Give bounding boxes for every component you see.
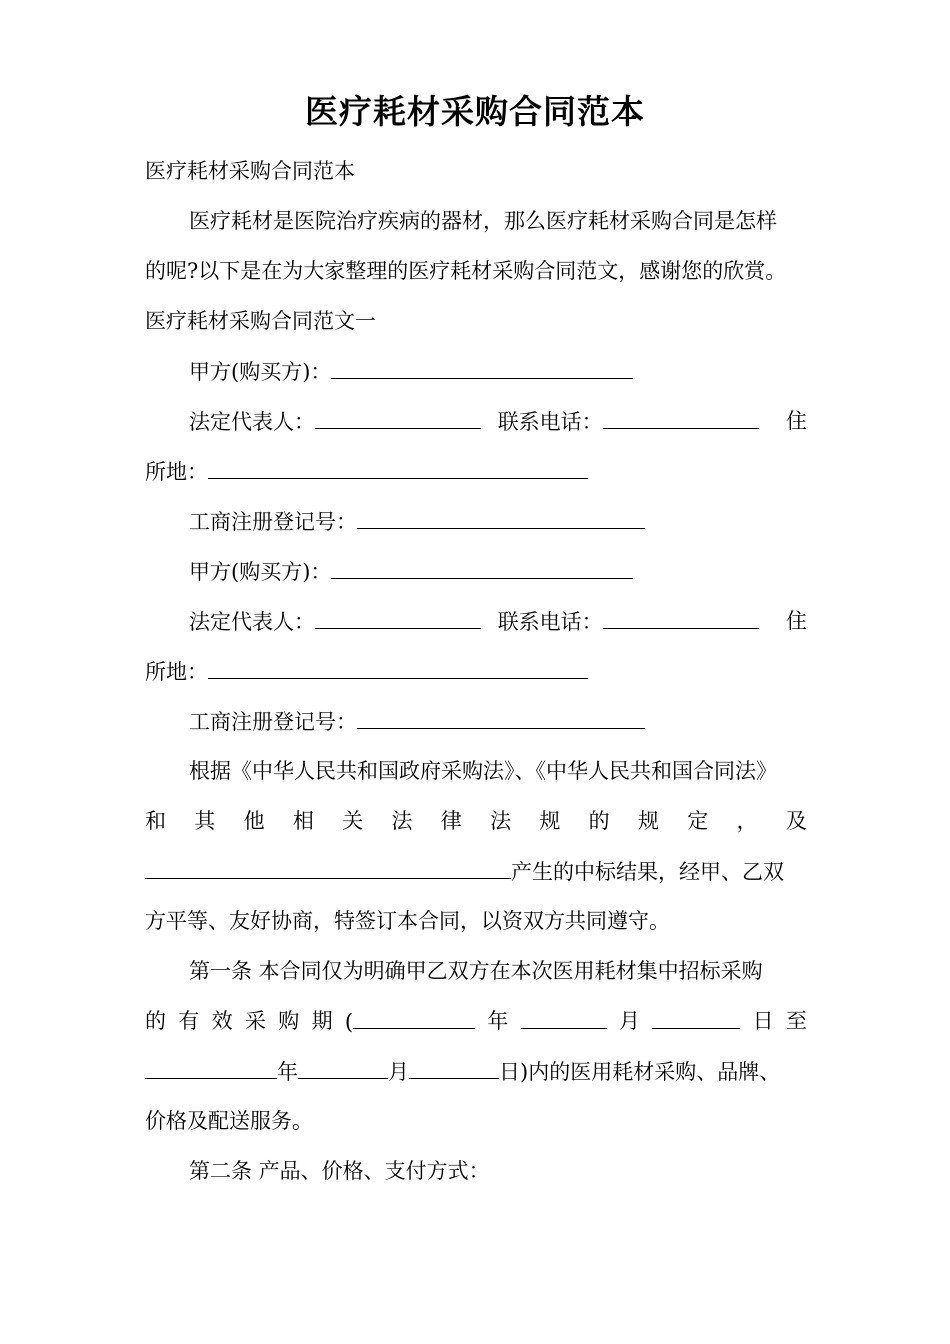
- address-label: 所地：: [145, 460, 208, 484]
- basis-char: 相: [292, 809, 314, 833]
- period-start-year-group: (: [345, 1006, 475, 1037]
- end-year-blank: [145, 1056, 277, 1079]
- basis-char: ，: [736, 809, 758, 833]
- article-char: 期: [311, 1009, 333, 1033]
- start-year-blank: [353, 1006, 475, 1029]
- legal-rep-blank: [315, 606, 481, 629]
- address-prefix: 住: [786, 409, 807, 433]
- phone-label: 联系电话：: [497, 410, 603, 434]
- basis-char: 关: [342, 809, 364, 833]
- start-day-blank: [652, 1006, 740, 1029]
- year-label: 年: [277, 1060, 298, 1084]
- section-title: 医疗耗材采购合同范文一: [145, 309, 376, 333]
- to-label: 至: [785, 1009, 807, 1033]
- article-char: 购: [278, 1009, 300, 1033]
- basis-line-3-text: 产生的中标结果，经甲、乙双: [511, 860, 784, 884]
- start-month-blank: [521, 1006, 607, 1029]
- registration-blank: [357, 506, 645, 529]
- basis-char: 的: [588, 809, 610, 833]
- basis-char: 规: [637, 809, 659, 833]
- intro-line-2: 的呢?以下是在为大家整理的医疗耗材采购合同范文，感谢您的欣赏。: [145, 259, 787, 283]
- basis-line-1: 根据《中华人民共和国政府采购法》、《中华人民共和国合同法》: [189, 759, 777, 783]
- month-label: 月: [388, 1060, 409, 1084]
- year-label: 年: [487, 1009, 509, 1033]
- address-line-2: [145, 656, 807, 687]
- intro-line-1: 医疗耗材是医院治疗疾病的器材，那么医疗耗材采购合同是怎样: [189, 209, 777, 233]
- registration-line: [145, 506, 807, 537]
- end-day-blank: [409, 1056, 499, 1079]
- party-name-blank: [331, 356, 633, 379]
- address-line: [145, 456, 807, 487]
- end-month-blank: [298, 1056, 388, 1079]
- article-1-line-3: [145, 1056, 807, 1087]
- phone-label: 联系电话：: [497, 610, 603, 634]
- legal-rep-label: 法定代表人：: [189, 610, 315, 634]
- basis-char: 法: [490, 809, 512, 833]
- basis-char: 和: [145, 809, 166, 833]
- article-1-line-1: 第一条 本合同仅为明确甲乙双方在本次医用耗材集中招标采购: [189, 959, 763, 983]
- party-label: 甲方(购买方)：: [189, 360, 332, 384]
- party-label: 甲方(购买方)：: [189, 560, 332, 584]
- party-a-line: [145, 356, 807, 387]
- address-prefix: 住: [786, 609, 807, 633]
- subtitle: 医疗耗材采购合同范本: [145, 159, 355, 183]
- registration-label: 工商注册登记号：: [189, 710, 357, 734]
- article-char: 效: [211, 1009, 233, 1033]
- legal-rep-line: [145, 406, 807, 437]
- basis-char: 他: [243, 809, 265, 833]
- basis-char: 规: [539, 809, 561, 833]
- basis-char: 其: [194, 809, 216, 833]
- address-blank: [208, 456, 588, 479]
- phone-blank: [603, 606, 759, 629]
- document-title: 医疗耗材采购合同范本: [305, 92, 645, 131]
- day-label: 日: [752, 1009, 774, 1033]
- basis-line-4: 方平等、友好协商，特签订本合同，以资双方共同遵守。: [145, 909, 670, 933]
- article-char: 采: [244, 1009, 266, 1033]
- legal-rep-line-2: [145, 606, 807, 637]
- registration-label: 工商注册登记号：: [189, 510, 357, 534]
- bid-source-blank: [145, 856, 511, 879]
- month-label: 月: [619, 1009, 641, 1033]
- legal-rep-blank: [315, 406, 481, 429]
- article-1-line-4: 价格及配送服务。: [145, 1109, 313, 1133]
- day-label: 日: [499, 1060, 520, 1084]
- basis-char: 及: [785, 809, 807, 833]
- basis-char: 法: [391, 809, 413, 833]
- basis-char: 定: [687, 809, 709, 833]
- registration-line-2: [145, 706, 807, 737]
- party-name-blank: [331, 556, 633, 579]
- article-1-line-3-text: )内的医用耗材采购、品牌、: [520, 1060, 781, 1084]
- article-char: 的: [145, 1009, 166, 1033]
- party-a-line-2: [145, 556, 807, 587]
- address-label: 所地：: [145, 660, 208, 684]
- article-char: 有: [178, 1009, 200, 1033]
- article-1-line-2: [145, 1006, 807, 1037]
- basis-char: 律: [440, 809, 462, 833]
- basis-line-3: [145, 856, 807, 887]
- basis-line-2: [145, 806, 807, 836]
- phone-blank: [603, 406, 759, 429]
- registration-blank: [357, 706, 645, 729]
- address-blank: [208, 656, 588, 679]
- legal-rep-label: 法定代表人：: [189, 410, 315, 434]
- article-2-heading: 第二条 产品、价格、支付方式：: [189, 1159, 490, 1183]
